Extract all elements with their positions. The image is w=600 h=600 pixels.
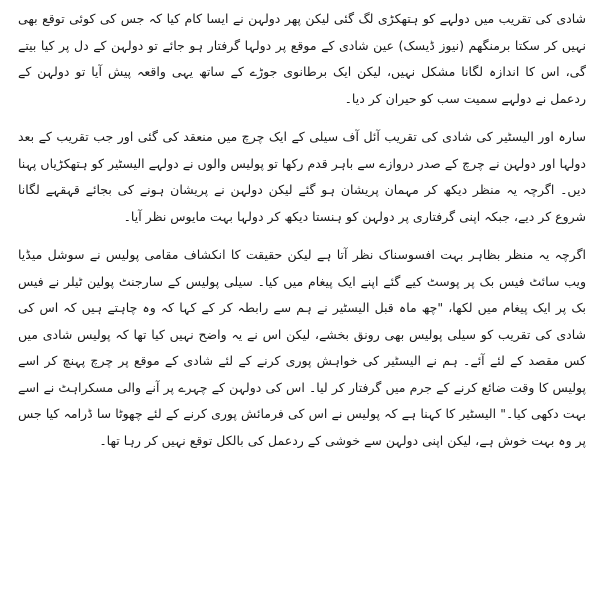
article-paragraph-police: اگرچہ یہ منظر بظاہر بہت افسوسناک نظر آتا ہے لیکن حقیقت کا انکشاف مقامی پولیس نے سوشل میڈیا ویب سائٹ فیس بک پر پوسٹ کیے گئے اپنے ایک پیغام میں کیا۔ سیلی پولیس کے سارجنٹ پولین ٹیلر نے فیس بک پر ایک پیغام میں لکھا، "چھ ماہ قبل الیسٹیر نے ہم سے رابطہ کر کے کہا کہ وہ چاہتے ہیں کہ اس کی شادی کی تقریب کو سیلی پولیس بھی رونق بخشے، لیکن اس نے یہ واضح نہیں کیا تھا کہ پولیس شادی میں کس مقصد کے لئے آئے۔ ہم نے الیسٹیر کی خواہش پوری کرنے کے لئے شادی کے موقع پر چرچ پہنچ کر اسے پولیس کا وقت ضائع کرنے کے جرم میں گرفتار کر لیا۔ اس کی دولہن کے چہرے پر آنے والی مسکراہٹ نے اسے بہت دکھی کیا۔" الیسٹیر کا کہنا ہے کہ پولیس نے اس کی فرمائش پوری کرنے کے لئے چھوٹا سا ڈرامہ کیا جس پر وہ بہت خوش ہے، لیکن اپنی دولہن سے خوشی کے ردعمل کی بالکل توقع نہیں کر رہا تھا۔ <box>18 247 586 448</box>
article-paragraph-wedding: سارہ اور الیسٹیر کی شادی کی تقریب آئل آف سیلی کے ایک چرچ میں منعقد کی گئی اور جب تقریب کے بعد دولہا اور دولہن نے چرچ کے صدر دروازے سے باہر قدم رکھا تو پولیس والوں نے دولہے الیسٹیر کو ہتھکڑیاں پہنا دیں۔ اگرچہ یہ منظر دیکھ کر مہمان پریشان ہو گئے لیکن دولہن نے پریشان ہونے کی بجائے قہقہے لگانا شروع کر دیے، جبکہ اپنی گرفتاری پر دولہن کو ہنستا دیکھ کر دولہا بہت مایوس نظر آیا۔ <box>18 129 586 224</box>
article-paragraph-headline: شادی کی تقریب میں دولہے کو ہتھکڑی لگ گئی لیکن پھر دولہن نے ایسا کام کیا کہ جس کی کوئی توقع بھی نہیں کر سکتا برمنگھم (نیوز ڈیسک) عین شادی کے موقع پر دولہا گرفتار ہو جائے تو دولہن کے دل پر کیا بیتے گی، اس کا اندازہ لگانا مشکل نہیں، لیکن ایک برطانوی جوڑے کے ساتھ یہی واقعہ پیش آیا تو دولہن کے ردعمل نے دولہے سمیت سب کو حیران کر دیا۔ <box>18 11 586 106</box>
